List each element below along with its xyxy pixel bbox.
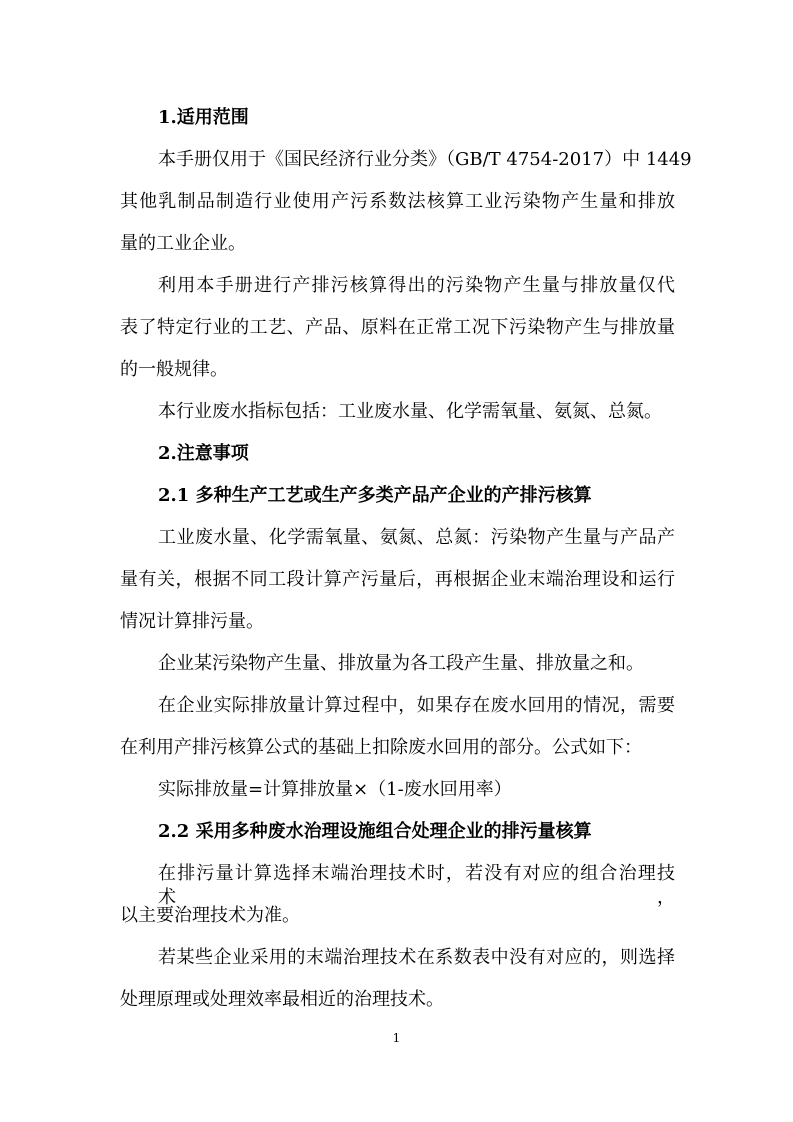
- paragraph-line: 企业某污染物产生量、排放量为各工段产生量、排放量之和。: [158, 653, 644, 674]
- paragraph-line: 以主要治理技术为准。: [120, 905, 300, 926]
- paragraph-line: 在排污量计算选择末端治理技术时，若没有对应的组合治理技术，: [158, 863, 675, 908]
- paragraph-line: 量的工业企业。: [120, 233, 246, 254]
- paragraph-line: 利用本手册进行产排污核算得出的污染物产生量与排放量仅代: [158, 275, 675, 296]
- subsection-heading-combined-treatment: 2.2 采用多种废水治理设施组合处理企业的排污量核算: [158, 821, 592, 842]
- paragraph-line: 其他乳制品制造行业使用产污系数法核算工业污染物产生量和排放: [120, 191, 675, 212]
- formula-line: 实际排放量=计算排放量×（1-废水回用率）: [158, 779, 512, 800]
- page-number: 1: [392, 1031, 401, 1045]
- paragraph-line: 的一般规律。: [120, 359, 228, 380]
- section-heading-notes: 2.注意事项: [158, 443, 249, 464]
- section-heading-scope: 1.适用范围: [158, 107, 249, 128]
- paragraph-line: 本行业废水指标包括：工业废水量、化学需氧量、氨氮、总氮。: [158, 401, 662, 422]
- paragraph-line: 在利用产排污核算公式的基础上扣除废水回用的部分。公式如下：: [120, 737, 642, 758]
- paragraph-line: 量有关，根据不同工段计算产污量后，再根据企业末端治理设和运行: [120, 569, 675, 590]
- paragraph-line: 若某些企业采用的末端治理技术在系数表中没有对应的，则选择: [158, 947, 675, 968]
- paragraph-line: 处理原理或处理效率最相近的治理技术。: [120, 989, 444, 1010]
- paragraph-line: 本手册仅用于《国民经济行业分类》（GB/T 4754-2017）中 1449: [158, 149, 692, 170]
- paragraph-line: 在企业实际排放量计算过程中，如果存在废水回用的情况，需要: [158, 695, 675, 716]
- paragraph-line: 表了特定行业的工艺、产品、原料在正常工况下污染物产生与排放量: [120, 317, 675, 338]
- subsection-heading-multi-process: 2.1 多种生产工艺或生产多类产品产企业的产排污核算: [158, 485, 592, 506]
- paragraph-line: 情况计算排污量。: [120, 611, 264, 632]
- paragraph-line: 工业废水量、化学需氧量、氨氮、总氮：污染物产生量与产品产: [158, 527, 675, 548]
